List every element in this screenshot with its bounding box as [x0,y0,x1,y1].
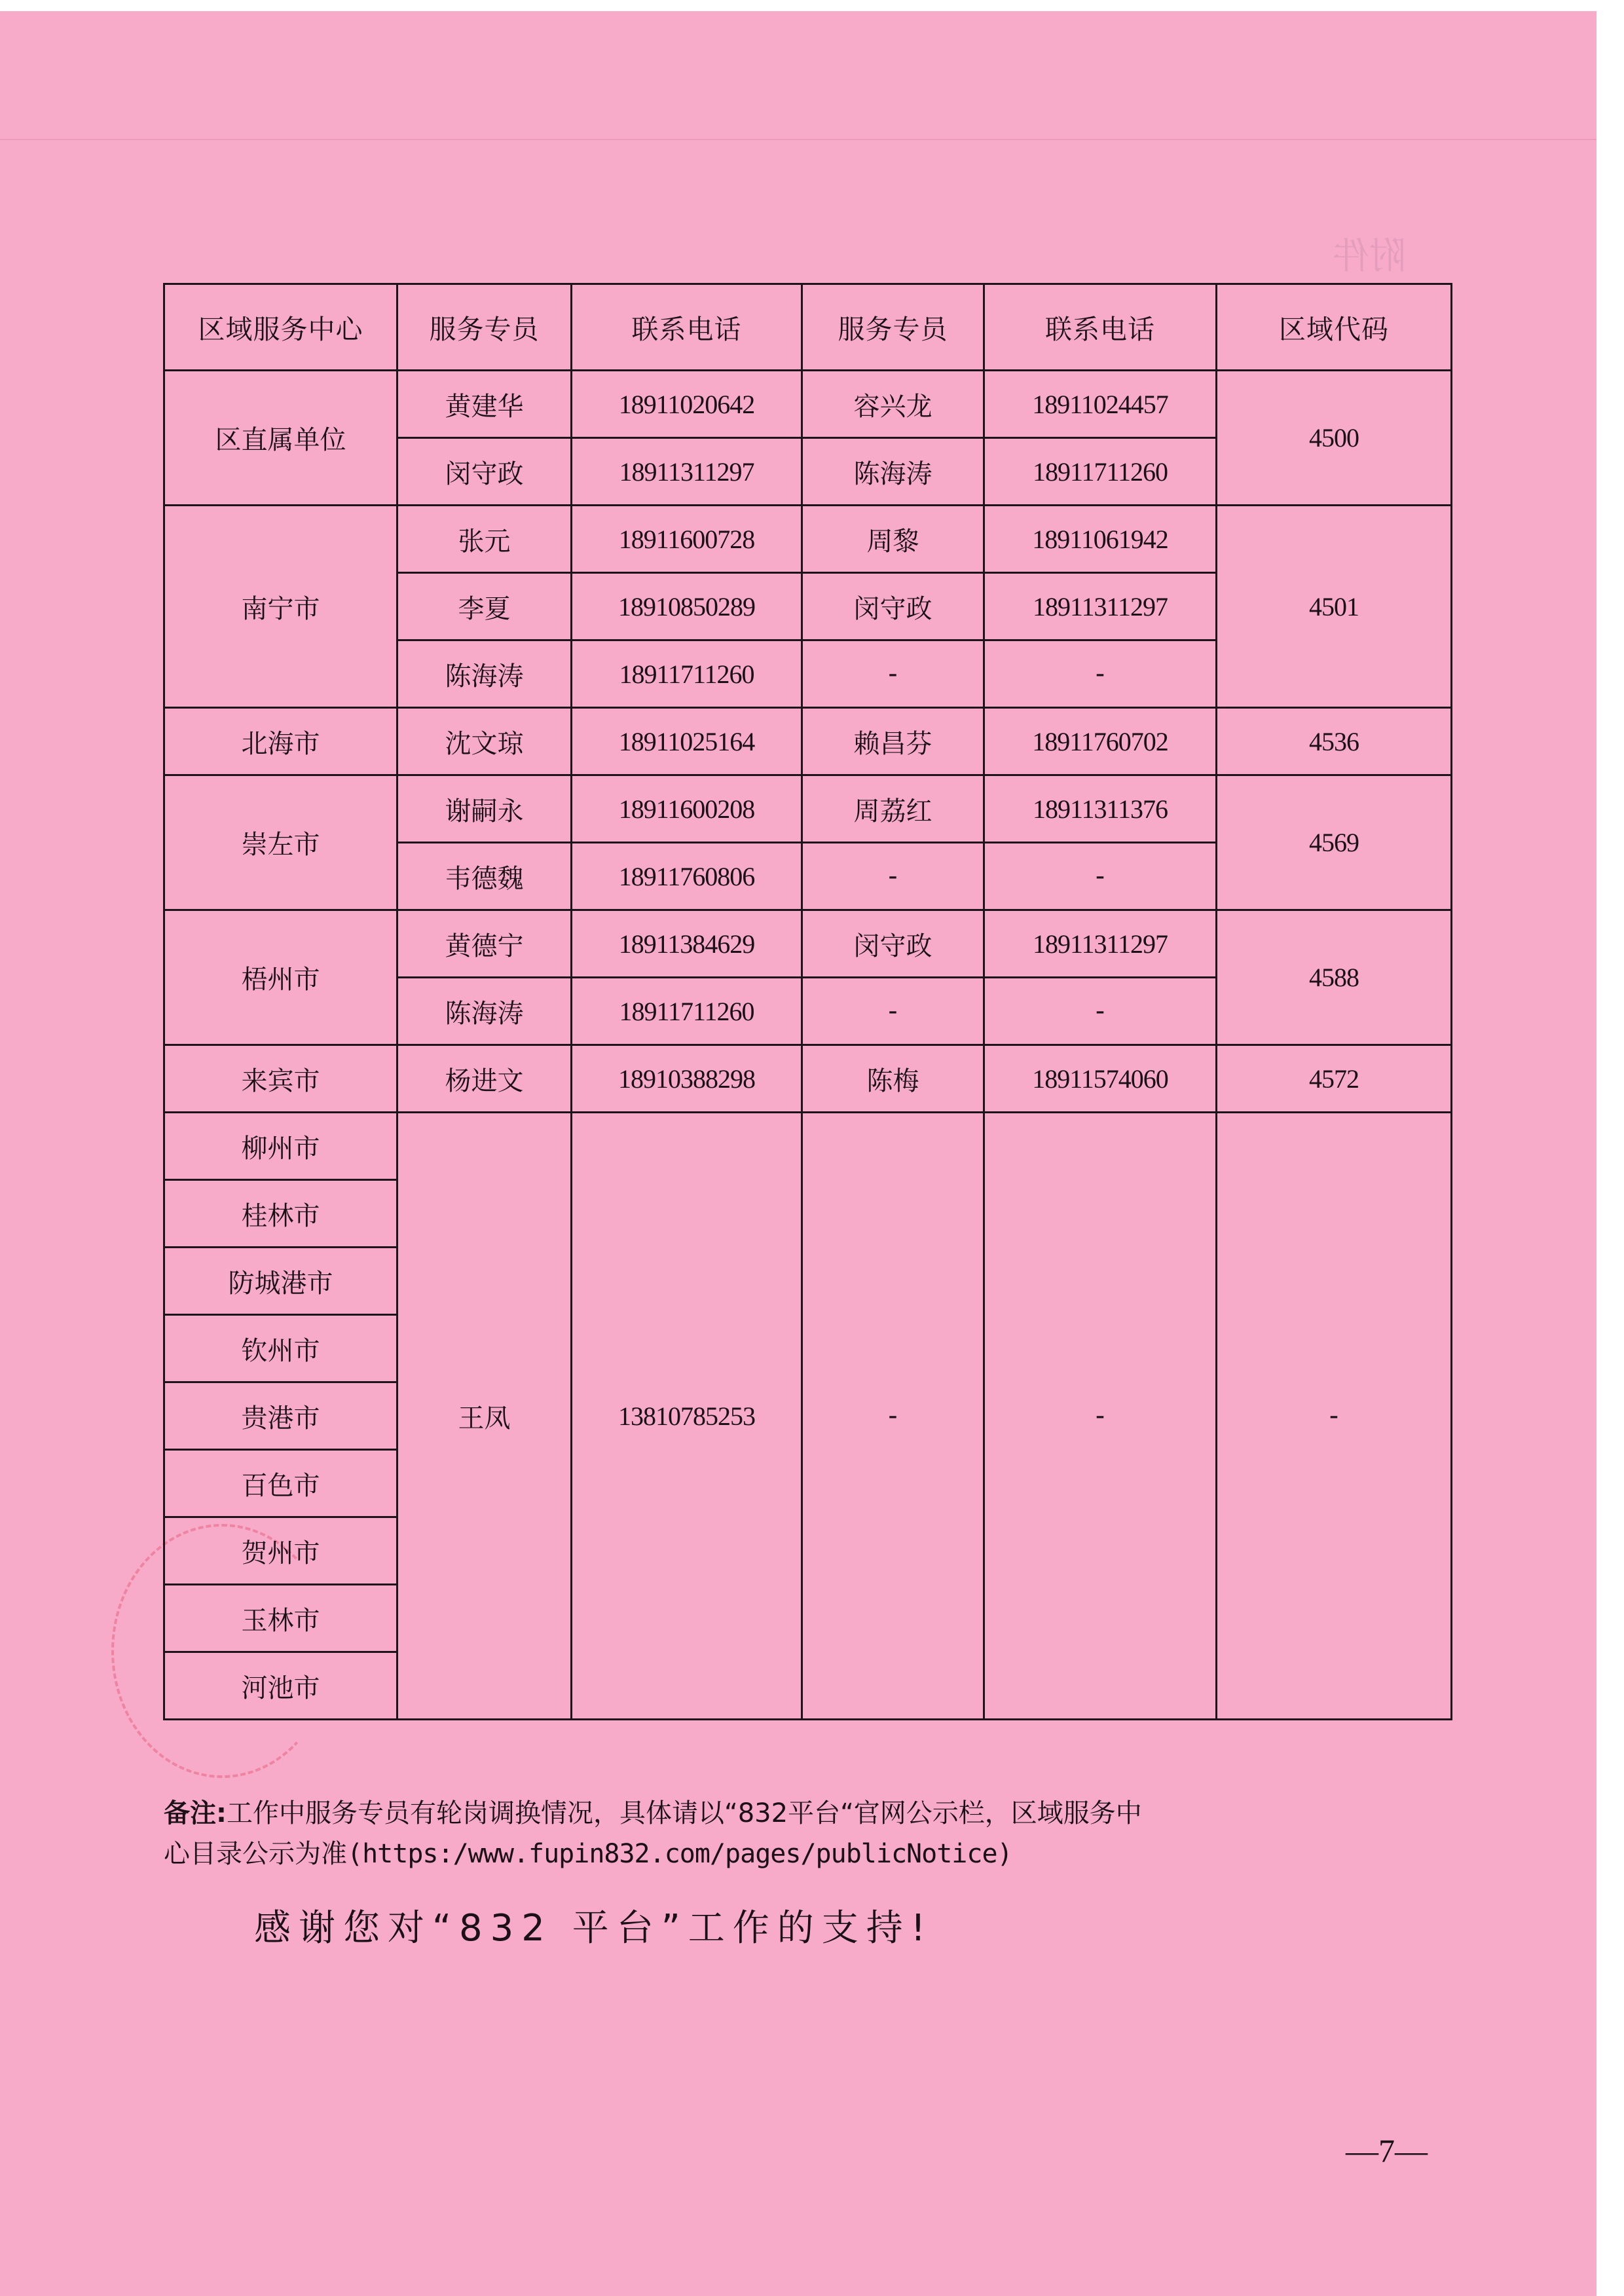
staff2-cell: 闵守政 [802,910,984,978]
table-row [164,1045,1452,1113]
staff1-cell: 杨进文 [397,1045,572,1113]
table-row [164,910,1452,978]
phone1-cell: 18911311297 [572,438,802,506]
phone2-empty-cell: - [984,978,1217,1045]
header-phone-2: 联系电话 [984,284,1217,371]
phone2-cell: 18911574060 [984,1045,1217,1113]
region-cell: 北海市 [164,708,397,775]
staff2-empty-cell: - [802,978,984,1045]
region-cell: 崇左市 [164,775,397,910]
phone2-empty-cell: - [984,843,1217,910]
paper-fold-line [0,139,1596,140]
staff1-cell: 韦德魏 [397,843,572,910]
phone1-cell: 18911020642 [572,371,802,438]
region-code-cell: 4572 [1217,1045,1452,1113]
table-row [164,775,1452,843]
region-cell: 南宁市 [164,506,397,708]
header-phone-1: 联系电话 [572,284,802,371]
table-header-row [164,284,1452,371]
staff1-cell: 黄建华 [397,371,572,438]
service-directory-table [163,283,1452,1720]
staff1-cell: 李夏 [397,573,572,640]
header-staff-1: 服务专员 [397,284,572,371]
table-row [164,371,1452,438]
phone1-cell: 18911025164 [572,708,802,775]
region-cell: 百色市 [164,1450,397,1517]
staff2-empty-cell: - [802,843,984,910]
phone1-cell: 18911711260 [572,978,802,1045]
shared-staff1-cell: 王凤 [397,1113,572,1720]
footnote-text: 工作中服务专员有轮岗调换情况，具体请以“832平台“官网公示栏，区域服务中 [227,1798,1142,1828]
region-code-cell: 4500 [1217,371,1452,506]
phone2-cell: 18911711260 [984,438,1217,506]
phone1-cell: 18911760806 [572,843,802,910]
region-cell: 来宾市 [164,1045,397,1113]
staff2-empty-cell: - [802,640,984,708]
staff2-cell: 周黎 [802,506,984,573]
region-cell: 柳州市 [164,1113,397,1180]
region-cell: 桂林市 [164,1180,397,1248]
region-cell: 玉林市 [164,1585,397,1652]
region-cell: 贵港市 [164,1382,397,1450]
phone1-cell: 18911384629 [572,910,802,978]
region-cell: 贺州市 [164,1517,397,1585]
phone2-cell: 18911311297 [984,910,1217,978]
staff1-cell: 沈文琼 [397,708,572,775]
staff2-cell: 陈梅 [802,1045,984,1113]
region-cell: 钦州市 [164,1315,397,1382]
header-region-code: 区域代码 [1217,284,1452,371]
staff2-cell: 陈海涛 [802,438,984,506]
table-row [164,708,1452,775]
footnote-label: 备注: [164,1798,227,1828]
phone1-cell: 18910388298 [572,1045,802,1113]
staff1-cell: 陈海涛 [397,978,572,1045]
region-code-cell: 4536 [1217,708,1452,775]
region-code-cell: 4501 [1217,506,1452,708]
header-region-center: 区域服务中心 [164,284,397,371]
thank-you-message: 感谢您对“832 平台”工作的支持! [254,1907,934,1950]
region-cell: 区直属单位 [164,371,397,506]
region-cell: 梧州市 [164,910,397,1045]
phone2-cell: 18911760702 [984,708,1217,775]
region-code-cell: 4588 [1217,910,1452,1045]
staff2-cell: 容兴龙 [802,371,984,438]
phone1-cell: 18911600208 [572,775,802,843]
phone1-cell: 18911711260 [572,640,802,708]
staff2-cell: 闵守政 [802,573,984,640]
shared-region-code-empty-cell: - [1217,1113,1452,1720]
shared-phone2-empty-cell: - [984,1113,1217,1720]
staff2-cell: 周荔红 [802,775,984,843]
region-code-cell: 4569 [1217,775,1452,910]
bleed-through-text: 附件 [1333,235,1406,278]
phone1-cell: 18910850289 [572,573,802,640]
staff1-cell: 谢嗣永 [397,775,572,843]
staff1-cell: 黄德宁 [397,910,572,978]
shared-phone1-cell: 13810785253 [572,1113,802,1720]
footnote [164,1793,1277,1874]
phone2-cell: 18911061942 [984,506,1217,573]
phone2-empty-cell: - [984,640,1217,708]
region-cell: 河池市 [164,1652,397,1720]
public-notice-link[interactable]: (https:/www.fupin832.com/pages/publicNotice) [347,1839,1012,1869]
staff1-cell: 陈海涛 [397,640,572,708]
staff1-cell: 闵守政 [397,438,572,506]
staff2-cell: 赖昌芬 [802,708,984,775]
phone1-cell: 18911600728 [572,506,802,573]
header-staff-2: 服务专员 [802,284,984,371]
footnote-line-1 [164,1793,1277,1834]
phone2-cell: 18911024457 [984,371,1217,438]
footnote-text-2: 心目录公示为准 [164,1839,347,1869]
page-number: —7— [1346,2132,1428,2169]
phone2-cell: 18911311376 [984,775,1217,843]
region-cell: 防城港市 [164,1248,397,1315]
phone2-cell: 18911311297 [984,573,1217,640]
footnote-line-2 [164,1834,1277,1874]
shared-staff2-empty-cell: - [802,1113,984,1720]
staff1-cell: 张元 [397,506,572,573]
table-row [164,1113,1452,1180]
table-row [164,506,1452,573]
